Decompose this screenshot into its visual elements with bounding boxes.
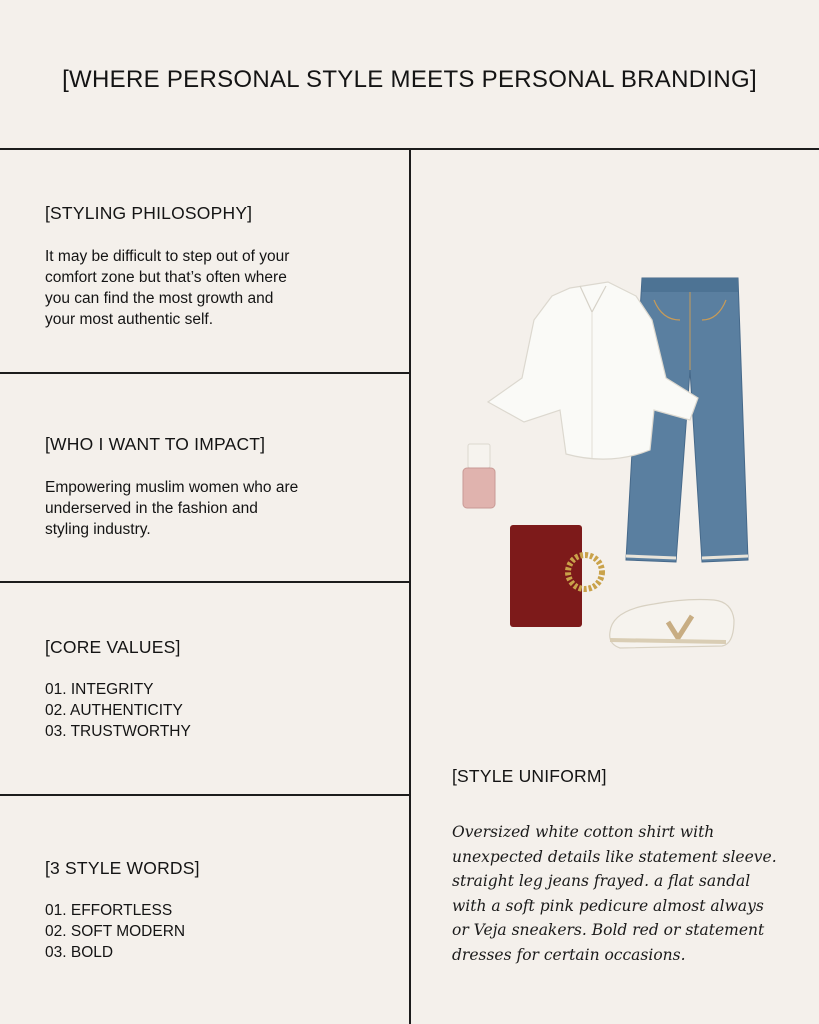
style-uniform-line: or Veja sneakers. Bold red or statement — [452, 921, 765, 939]
impact-line: styling industry. — [45, 521, 151, 538]
philosophy-line: It may be difficult to step out of your — [45, 248, 290, 265]
impact-line: underserved in the fashion and — [45, 500, 258, 517]
core-values-list — [45, 679, 191, 742]
list-item: 02. SOFT MODERN — [45, 923, 186, 940]
impact-line: Empowering muslim women who are — [45, 479, 299, 496]
list-item: 01. EFFORTLESS — [45, 902, 173, 919]
row-divider-1 — [0, 372, 410, 374]
list-item: 02. AUTHENTICITY — [45, 702, 183, 719]
style-uniform-line: unexpected details like statement sleeve. — [452, 847, 777, 866]
style-uniform-text — [452, 820, 802, 967]
sneaker-icon — [610, 600, 734, 649]
philosophy-text — [45, 246, 395, 330]
impact-heading: [WHO I WANT TO IMPACT] — [45, 434, 266, 454]
impact-text — [45, 477, 395, 540]
style-words-list — [45, 900, 185, 963]
row-divider-3 — [0, 794, 410, 796]
philosophy-heading: [STYLING PHILOSOPHY] — [45, 203, 253, 223]
style-uniform-line: with a soft pink pedicure almost always — [452, 896, 764, 915]
red-wallet-icon — [510, 525, 602, 627]
column-divider — [409, 148, 411, 1024]
style-uniform-line: Oversized white cotton shirt with — [452, 823, 715, 841]
philosophy-line: comfort zone but that’s often where — [45, 269, 287, 286]
list-item: 03. TRUSTWORTHY — [45, 723, 191, 740]
list-item: 03. BOLD — [45, 944, 114, 961]
outfit-flatlay-image — [440, 260, 770, 670]
page-title: [WHERE PERSONAL STYLE MEETS PERSONAL BRANDING] — [62, 66, 757, 93]
style-uniform-heading: [STYLE UNIFORM] — [452, 766, 607, 786]
list-item: 01. INTEGRITY — [45, 681, 154, 698]
philosophy-line: your most authentic self. — [45, 311, 213, 328]
row-divider-2 — [0, 581, 410, 583]
nail-polish-icon — [463, 444, 495, 508]
style-uniform-line: dresses for certain occasions. — [452, 945, 686, 964]
philosophy-line: you can find the most growth and — [45, 290, 274, 307]
core-values-heading: [CORE VALUES] — [45, 637, 181, 657]
style-words-heading: [3 STYLE WORDS] — [45, 858, 200, 878]
style-uniform-line: straight leg jeans frayed. a flat sandal — [452, 872, 751, 890]
